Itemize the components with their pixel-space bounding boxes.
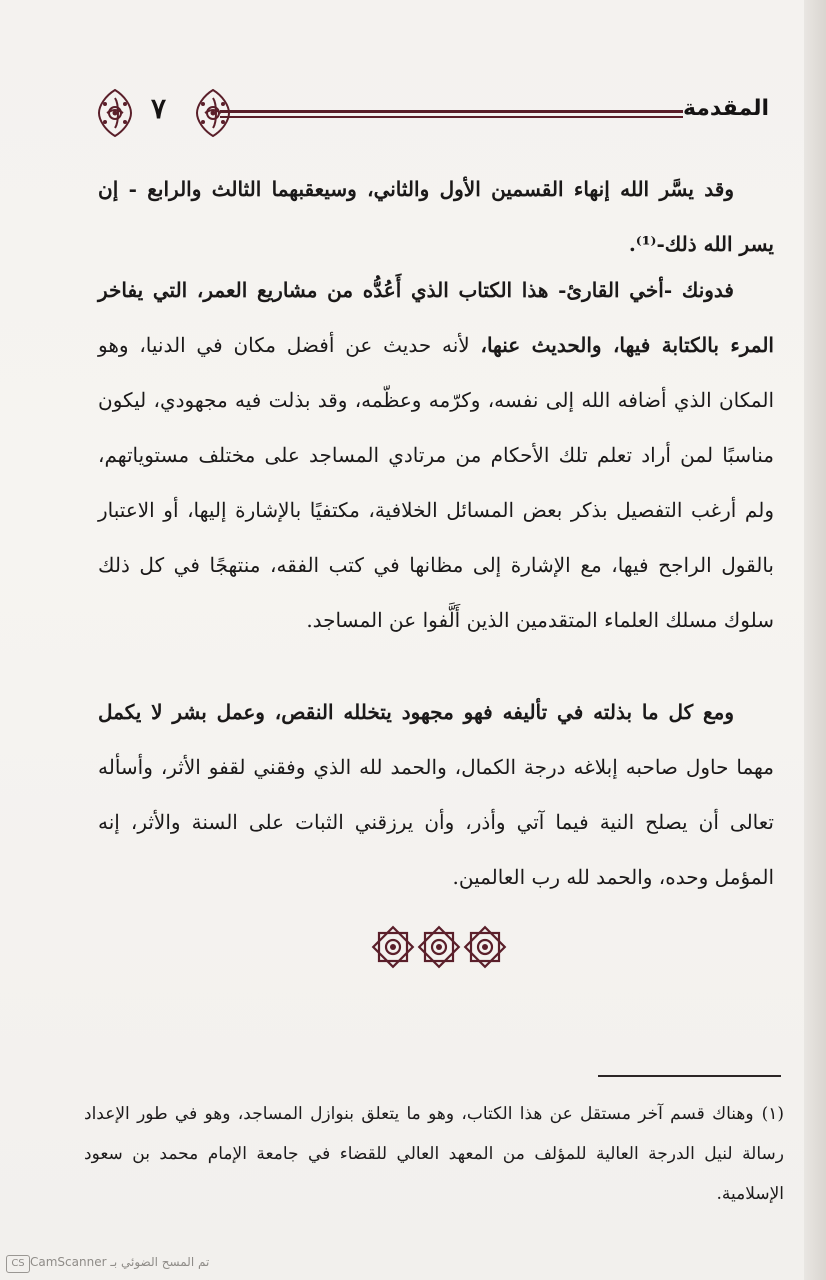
section-divider-ornament-icon [370, 922, 508, 972]
footnote-separator [598, 1075, 781, 1077]
paragraph-3-rest: مهما حاول صاحبه إبلاغه درجة الكمال، والحمد لله الذي وفقني لقفو الأثر، وأسأله تعالى أن يصلح النية فيما آتي وأذر، وأن يرزقني الثبات على السنة والأثر، إنه المؤمل وحده، والحمد لله رب العالمين. [98, 755, 774, 889]
paragraph-1-text: وقد يسَّر الله إنهاء القسمين الأول والثاني، وسيعقبهما الثالث والرابع - إن يسر الله ذلك-⁽¹⁾. [98, 177, 774, 256]
body-paragraph-3 [98, 685, 774, 905]
footnote-marker: (١) [761, 1104, 784, 1124]
footnote [84, 1094, 784, 1214]
body-paragraph-2 [98, 263, 774, 648]
camscanner-logo-icon: CS [6, 1255, 30, 1273]
page-edge-shadow [804, 0, 826, 1280]
scanner-watermark [30, 1255, 209, 1269]
body-paragraph-1 [98, 162, 774, 272]
footnote-text: وهناك قسم آخر مستقل عن هذا الكتاب، وهو ما يتعلق بنوازل المساجد، وهو في طور الإعداد رسالة لنيل الدرجة العالية للمؤلف من المعهد العالي للقضاء في جامعة الإمام محمد بن سعود الإسلامية. [84, 1104, 784, 1204]
section-title: المقدمة [682, 96, 769, 121]
header-rule [220, 110, 683, 120]
paragraph-2-rest: لأنه حديث عن أفضل مكان في الدنيا، وهو المكان الذي أضافه الله إلى نفسه، وكرّمه وعظّمه، وقد بذلت فيه مجهودي، ليكون مناسبًا لمن أراد تعلم تلك الأحكام من مرتادي المساجد على مختلف مستوياتهم، ولم أرغب التفصيل بذكر بعض المسائل الخلافية، مكتفيًا بالإشارة إليها، أو الاعتبار بالقول الراجح فيها، مع الإشارة إلى مظانها في كتب الفقه، منتهجًا في كل ذلك سلوك مسلك العلماء المتقدمين الذين أَلَّفوا عن المساجد. [98, 333, 774, 632]
page-number: ٧ [151, 92, 167, 125]
paragraph-3-lead: ومع كل ما بذلته في تأليفه فهو مجهود يتخلله النقص، وعمل بشر لا يكمل [98, 700, 734, 724]
header-ornament-icon [95, 86, 135, 140]
page-header [95, 84, 775, 144]
paragraph-2-lead: فدونك -أخي القارئ- هذا الكتاب الذي أَعُدُّه من مشاريع العمر، التي يفاخر المرء بالكتابة فيها، والحديث عنها، [98, 278, 774, 357]
watermark-text: تم المسح الضوئي بـ CamScanner [30, 1255, 210, 1269]
